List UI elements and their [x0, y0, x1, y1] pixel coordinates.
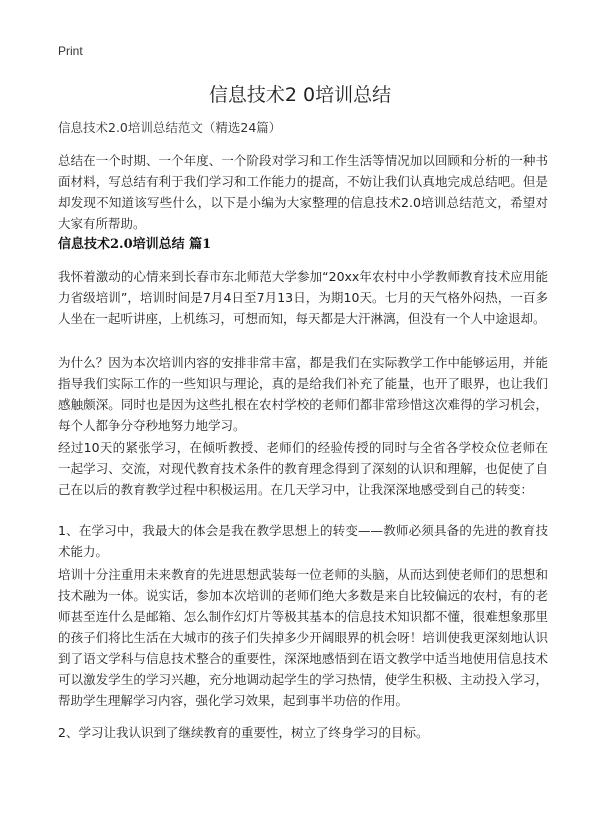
- body-paragraph-1: 我怀着激动的心情来到长春市东北师范大学参加“20xx年农村中小学教师教育技术应用能力省级培训”，培训时间是7月4日至7月13日，为期10天。七月的天气格外闷热，一百多人坐在一起听讲座，上机练习，可想而知，每天都是大汗淋漓，但没有一个人中途退却。: [58, 269, 548, 326]
- body-paragraph-5: 培训十分注重用未来教育的先进思想武装每一位老师的头脑，从而达到使老师们的思想和技术融为一体。说实话，参加本次培训的老师们绝大多数是来自比较偏远的农村，有的老师甚至连什么是邮箱、怎么制作幻灯片等极其基本的信息技术知识都不懂，很难想象那里的孩子们将比生活在大城市的孩子们失掉多少开阔眼界的机会呀！培训使我更深刻地认识到了语文学科与信息技术整合的重要性，深深地感悟到在语文教学中适当地使用信息技术可以激发学生的学习兴趣，充分地调动起学生的学习热情，使学生积极、主动投入学习，帮助学生理解学习内容，强化学习效果，起到事半功倍的作用。: [58, 567, 548, 708]
- document-title: 信息技术2 0培训总结: [208, 84, 392, 106]
- body-paragraph-3: 经过10天的紧张学习，在倾听教授、老师们的经验传授的同时与全省各学校众位老师在一起学习、交流，对现代教育技术条件的教育理念得到了深刻的认识和理解，也促使了自己在以后的教育教学过程中积极运用。在几天学习中，让我深深地感受到自己的转变：: [58, 440, 548, 497]
- section-heading: 信息技术2.0培训总结 篇1: [58, 237, 212, 252]
- intro-paragraph: 总结在一个时期、一个年度、一个阶段对学习和工作生活等情况加以回顾和分析的一种书面材料，写总结有利于我们学习和工作能力的提高，不妨让我们认真地完成总结吧。但是却发现不知道该写些什么，以下是小编为大家整理的信息技术2.0培训总结范文，希望对大家有所帮助。: [58, 153, 548, 231]
- print-link[interactable]: Print: [58, 44, 83, 58]
- body-paragraph-2: 为什么？因为本次培训内容的安排非常丰富，都是我们在实际教学工作中能够运用，并能指导我们实际工作的一些知识与理论，真的是给我们补充了能量，也开了眼界，也让我们感触颇深。同时也是因为这些扎根在农村学校的老师们都非常珍惜这次难得的学习机会，每个人都争分夺秒地努力地学习。: [58, 355, 548, 433]
- document-subtitle: 信息技术2.0培训总结范文（精选24篇）: [58, 120, 282, 135]
- body-paragraph-4: 1、在学习中，我最大的体会是我在教学思想上的转变——教师必须具备的先进的教育技术能力。: [58, 523, 548, 559]
- body-paragraph-6: 2、学习让我认识到了继续教育的重要性，树立了终身学习的目标。: [58, 725, 429, 740]
